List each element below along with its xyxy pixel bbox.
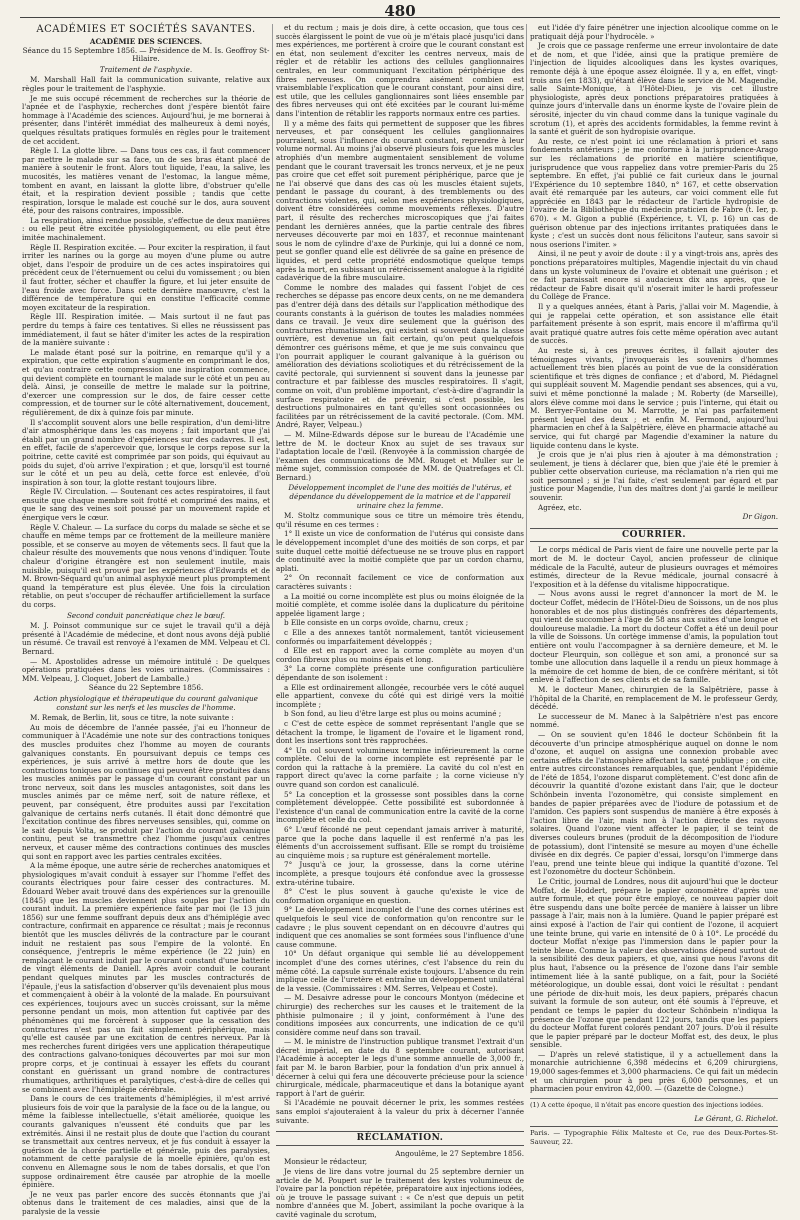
reclamation-paragraphs: [276, 1158, 524, 1219]
paragraph: Il y a quelques années, étant à Paris, j'allai voir M. Magendie, à qui je rappelai cette opération, et son assistance elle était parfaitement présente à son esprit, mais encore il m'affirma qu'il avait pratiqué quatre autres fois cette même opération avec autant de succès.: [530, 302, 778, 346]
paragraph: Comme le nombre des malades qui fassent l'objet de ces recherches se dépasse pas encore deux cents, on ne me demandera pas d'entrer déjà dans des détails sur l'application méthodique des courants constants à la guérison de toutes les maladies nommées dans ce travail. Je veux dire seulement que la guérison des contractures rhumatismales, qui existent si souvent dans la classe ouvrière, est devenue un fait certain, qu'on peut quelquefois démontrer ces guérisons même, et que je me suis convaincu que l'on pourrait appliquer le courant galvanique à la guérison ou amélioration des déviations scoliotiques et du rétrécissement de la cavité pectorale, qui surviennent si souvent dans la jeunesse par contracture et par faiblesse des muscles respiratoires. Il s'agit, comme on voit, d'un problème important, c'est-à-dire d'agrandir la surface respiratoire et de prévenir, si c'est possible, les destructions pulmonaires en tant qu'elles sont occasionnées ou facilitées par un rétrécissement de la cavité pectorale. (Com. MM. André, Rayer, Velpeau.): [276, 282, 524, 430]
gerant-line: Le Gérant, G. Richelot.: [694, 1113, 778, 1123]
paragraph: Je crois que je n'ai plus rien à ajouter à ma démonstration ; seulement, je tiens à déclarer que, bien que j'aie été le premier à publier cette observation curieuse, ma réclamation n'a rien qui me soit personnel ; si je l'ai faite, c'est seulement par égard et par justice pour Magendie, l'un des maîtres dont j'ai gardé le meilleur souvenir.: [530, 450, 778, 503]
paragraph: Je me suis occupé récemment de recherches sur la théorie de l'apnée et de l'asphyxie, recherches dont j'espère bientôt faire hommage à l'Académie des sciences. Aujourd'hui, je me bornerai à présenter, dans l'intérêt immédiat des malheureux à demi noyés, quelques résultats pratiques formulés en règles pour le traitement de cet accident.: [22, 93, 270, 146]
paragraph: Si l'Académie ne pouvait décerner le prix, les sommes restées sans emploi s'ajouteraient à la valeur du prix à décerner l'année suivante.: [276, 1098, 524, 1125]
paragraph: A la même époque, une autre série de recherches anatomiques et physiologiques m'avait conduit à essayer sur l'homme l'effet des courants électriques pour faire cesser des contractures. M. Édouard Weber avait trouvé dans des expériences sur la grenouille (1845) que les muscles deviennent plus souples par l'action du courant induit. La première expérience faite par moi (le 13 juin 1856) sur une femme souffrant depuis deux ans d'hémiplégie avec contracture, confirmait en apparence ce résultat ; mais je reconnus bientôt que les muscles délivrés de la contracture par le courant induit ne restaient pas sous l'empire de la volonté. En conséquence, j'entrepris le même expérience (le 22 juin) en remplaçant le courant induit par le courant constant d'une batterie de vingt éléments de Daniell. Après avoir conduit le courant pendant quelques minutes par les muscles contracturés de l'épaule, j'eus la satisfaction d'observer qu'ils devenaient plus mous et commençaient à obéir à la volonté de la malade. En poursuivant ces expériences, toujours avec un succès croissant, sur la même personne pendant un mois, mon attention fut captivée par des phénomènes qui me forcèrent à supposer que la cessation des contractures n'est pas un fait simplement périphérique, mais qu'elle est causée par une excitation de centres nerveux. Par là mes recherches furent dirigées vers une application thérapeutique des contractions galvano-toniques découvertes par moi sur mon propre corps, et je continuai à essayer les effets du courant constant en guérissant un grand nombre de contractures rhumatiques, arthritiques et paralytiques, c'est-à-dire de celles qui se combinent avec l'hémiplégie cérébrale.: [22, 861, 270, 1094]
signature: Dr Gigon.: [742, 512, 778, 522]
printer-line: Paris. — Typographie Félix Malteste et Ce, rue des Deux-Portes-St-Sauveur, 22.: [530, 1126, 778, 1146]
paragraph: Le malade étant posé sur la poitrine, en remarque qu'il y a expiration, que cette expiration s'augmente en comprimant le dos, et qu'au contraire cette compression une inspiration commence, qui devient complète en tournant le malade sur le côté et un peu au delà. Ainsi, je conseille de mettre le malade sur la poitrine, d'exercer une compression sur le dos, de faire cesser cette compression, et de tourner sur le côté alternativement, doucement, régulièrement, de dix à quinze fois par minute.: [22, 347, 270, 417]
header-rule: [20, 17, 780, 18]
paragraph: 7° Jusqu'à ce jour, la grossesse, dans la corne utérine incomplète, a presque toujours été confondue avec la grossesse extra-utérine tubaire.: [276, 860, 524, 887]
paragraph: Règle V. Chaleur. — La surface du corps du malade se sèche et se chauffe en même temps par ce frottement de la meilleure manière possible, et se conserve au moyen de vêtements secs. Il faut que la chaleur résulte des mouvements que nous venons d'indiquer. Toute chaleur d'origine étrangère est non seulement inutile, mais nuisible, puisqu'il est prouvé par les expériences d'Edwards et de M. Brown-Séquard qu'un animal asphyxié meurt plus promptement quand la température est plus élevée. Une fois la circulation rétablie, on peut s'occuper de réchauffer artificiellement la surface du corps.: [22, 522, 270, 609]
topic-heading-2: Second conduit pancréatique chez le bœuf.: [66, 610, 226, 620]
paragraph: Au reste si, à ces preuves écrites, il fallait ajouter des témoignages vivants, j'invoquerais les souvenirs d'hommes actuellement très bien placés au point de vue de la considération scientifique et très dignes de confiance ; et d'abord, M. Piédagnel qui suppléait souvent M. Magendie pendant ses absences, qui a vu, suivi et même ponctionné la malade ; M. Roberty (de Marseille), alors élève comme moi dans le service ; puis l'interne, qui était ou M. Berryer-Fontaine ou M. Marrotte, je n'ai pas parfaitement présent lequel des deux ; et enfin M. Fermond, aujourd'hui pharmacien en chef à la Salpêtrière, élève en pharmacie attaché au service, qui fut chargé par Magendie d'examiner la nature du liquide contenu dans le kyste.: [530, 345, 778, 450]
col3-paragraphs: [530, 24, 778, 512]
reclamation-title: RÉCLAMATION.: [276, 1131, 524, 1146]
paragraph: 1° Il existe un vice de conformation de l'utérus qui consiste dans le développement incomplet d'une des moitiés de son corps, et par suite duquel cette moitié défectueuse ne se trouve plus en rapport de continuité avec la moitié complète que par un cordon charnu, aplati.: [276, 529, 524, 573]
paragraph: et du rectum ; mais je dois dire, à cette occasion, que tous ces succès élargissent le point de vue où je m'étais placé jusqu'ici dans mes expériences, me portèrent à croire que le courant constant est en état, non seulement d'exciter les centres nerveux, mais de régler et de rétablir les actions des cellules ganglionnaires centrales, en leur communiquant l'excitation périphérique des fibres nerveuses. On comprendra aisément combien est vraisemblable l'explication que le courant constant, pour ainsi dire, est utile, que les cellules ganglionnaires sont liées ensemble par des fibres nerveuses qui ont été excitées par le courant lui-même dans l'intention de rétablir les rapports normaux entre ces parties.: [276, 23, 524, 118]
paragraph: a La moitié ou corne incomplète est plus ou moins éloignée de la moitié complète, et comme isolée dans la duplicature du péritoine appelée ligament large ;: [276, 591, 524, 618]
paragraph: Au reste, ce n'est point ici une réclamation à priori et sans fondements antérieurs ; je me conforme à la jurisprudence-Arago sur les réclamations de priorité en matière scientifique, jurisprudence que vous rappeliez dans votre premier-Paris du 25 septembre. En effet, j'ai publié ce fait curieux dans le journal l'Expérience du 10 septembre 1840, n° 167, et cette observation avait été remarquée par les auteurs, car voici comment elle fut appréciée en 1843 par le rédacteur de l'article hydropisie de l'ovaire de la Bibliothèque du médecin praticien de Fabre (t. Ier, p. 670). « M. Gigon a publié (Expérience, t. VI, p. 16) un cas de guérison obtenue par des injections irritantes pratiquées dans le kyste ; c'est un succès dont nous félicitons l'auteur, sans savoir si nous oserions l'imiter. »: [530, 136, 778, 249]
paragraph: Au mois de décembre de l'année passée, j'ai eu l'honneur de communiquer à l'Académie une note sur des contractions toniques des muscles produites chez l'homme au moyen de courants galvaniques constants. En poursuivant depuis ce temps ces expériences, je suis arrivé à mettre hors de doute que les contractions toniques ou continues qui peuvent être produites dans les muscles animés par le passage d'un courant constant par un tronc nerveux, soit dans les muscles antagonistes, soit dans les muscles animés par ce même nerf, soit de nature réflexe, et peuvent, par conséquent, être produites aussi par l'excitation galvanique de certains nerfs cutanés. Il était donc démontré que l'excitation continue des fibres nerveuses sensibles, qui, comme on le sait depuis Volta, se produit par l'action du courant galvanique continu, peut se transmettre chez l'homme jusqu'aux centres nerveux, et causer même des contractions continues des muscles qui sont en rapport avec les parties centrales excitées.: [22, 722, 270, 861]
academy-subtitle: ACADÉMIE DES SCIENCES.: [89, 37, 203, 46]
paragraph: b Son fond, au lieu d'être large est plus ou moins acuminé ;: [284, 709, 502, 719]
paragraph: 9° Le développement incomplet de l'une des cornes utérines est quelquefois le seul vice de conformation qu'on rencontre sur le cadavre ; le plus souvent cependant on en découvre d'autres qui indiquent que ces anomalies se sont formées sous l'influence d'une cause commune.: [276, 905, 524, 949]
paragraph: 10° Un défaut organique qui semble lié au développement incomplet d'une des cornes utérines, c'est l'absence du rein du même côté. La capsule surrénale existe toujours. L'absence du rein implique celle de l'uretère et entraîne un développement unilatéral de la vessie. (Commissaires : MM. Serres, Velpeau et Coste).: [276, 949, 524, 993]
paragraph: c C'est de cette espèce de sommet représentant l'angle que se détachent la trompe, le ligament de l'ovaire et le ligament rond, dont les insertions sont très rapprochées.: [276, 718, 524, 746]
paragraph: M. le docteur Manec, chirurgien de la Salpêtrière, passe à l'hôpital de la Charité, en remplacement de M. le professeur Gerdy, décédé.: [530, 684, 778, 712]
paragraph: a Elle est ordinairement allongée, recourbée vers le côté auquel elle appartient, convexe du côté qui est dirigé vers la moitié incomplète ;: [276, 682, 524, 709]
paragraph: M. Stoltz communique sous ce titre un mémoire très étendu, qu'il résume en ces termes :: [276, 511, 524, 529]
paragraph: M. Remak, de Berlin, lit, sous ce titre, la note suivante :: [30, 713, 234, 723]
page-number: 480: [384, 2, 416, 20]
courrier-title: COURRIER.: [530, 528, 778, 543]
col2-paragraphs-2: [276, 512, 524, 1125]
topic-heading: Traitement de l'asphyxie.: [99, 64, 193, 74]
column-3: [530, 23, 778, 1147]
paragraph: — D'après un relevé statistique, il y a actuellement dans la monarchie autrichienne 6,398 médecins et 6,209 chirurgiens, 19,000 sages-femmes et 3,000 pharmaciens. Ce qui fait un médecin et un chirurgien pour à peu près 6,000 personnes, et un pharmacien pour environ 42,000. — (Gazette de Cologne.): [530, 1049, 778, 1094]
paragraph: Je ne veux pas parler encore des succès étonnants que j'ai obtenus dans le traitement de ces maladies, ainsi que de la paralysie de la vessie: [22, 1189, 270, 1216]
courrier-paragraphs: [530, 546, 778, 1093]
paragraph: Dans le cours de ces traitements d'hémiplégies, il m'est arrivé plusieurs fois de voir que la paralysie de la face ou de la langue, ou même la faiblesse intellectuelle, s'était améliorée, quoique les courants galvaniques n'eussent été conduits que par les extrémités. Ainsi il ne restait plus de doute que l'action du courant se transmettait aux centres nerveux, et je fus conduit à essayer la guérison de la chorée partielle et générale, puis des paralysies, notamment de cette paralysie de la moelle épinière, qu'on est convenu en Allemagne sous le nom de tabes dorsalis, et que l'on suppose ordinairement être causée par atrophie de la moelle épinière.: [22, 1094, 270, 1190]
paragraph: La respiration, ainsi rendue possible, s'effectue de deux manières : ou elle peut être excitée physiologiquement, ou elle peut être imitée machinalement.: [22, 215, 270, 243]
paragraph: — M. Apostolides adresse un mémoire intitulé : De quelques opérations pratiquées dans les voies urinaires. (Commissaires : MM. Velpeau, J. Cloquet, Jobert de Lamballe.): [22, 656, 270, 683]
session-line: Séance du 15 Septembre 1856. — Présidence de M. Is. Geoffroy St-Hilaire.: [22, 45, 270, 64]
topic-heading-4: Développement incomplet de l'une des moitiés de l'utérus, et dépendance du développement de la matrice et de l'appareil urinaire chez la femme.: [288, 483, 512, 510]
column-1: [22, 24, 270, 1216]
paragraph: — Nous avons aussi le regret d'annoncer la mort de M. le docteur Coffet, médecin de l'Hôtel-Dieu de Soissons, un de nos plus honorables et de nos plus distingués confrères des départements, qui vient de succomber à l'âge de 58 ans aux suites d'une longue et douloureuse maladie. La mort du docteur Coffet a été un deuil pour la ville de Soissons. Un cortège immense d'amis, la population tout entière ont voulu l'accompagner à sa dernière demeure, et M. le docteur Fleurquin, son collègue et son ami, a prononcé sur sa tombe une allocution dans laquelle il a rendu un pieux hommage à la mémoire de cet homme de bien, de ce confrère méritant, si tôt enlevé à l'affection de ses clients et de sa famille.: [530, 589, 778, 685]
paragraph: Le Critic, journal de Londres, nous dit aujourd'hui que le docteur Moffat, de Hoddert, prépare le papier ozonomètre d'après une autre formule, et que pour être employé, ce nouveau papier doit être suspendu dans une boîte percée de manière à laisser un libre passage à l'air, mais non à la lumière. Quand le papier préparé est ainsi exposé à l'action de l'air qui contient de l'ozone, il acquiert une teinte brune, qui varie en intensité de 0 à 10°. Le procédé du docteur Moffat n'exige pas l'immersion dans le papier pour la teinte bleue. Comme la valeur des observations dépend surtout de la sensibilité des deux papiers, et que, ainsi que nous l'avons dit plus haut, l'absence ou la présence de l'ozone dans l'air semble intimement liée à la santé publique, on a fait, pour la Société météorologique, un double essai, dont voici le résultat : pendant une période de dix-huit mois, les deux papiers, préparés chacun suivant la formule de son auteur, ont été soumis à l'épreuve, et pendant ce temps le papier du docteur Schönbein n'indiqua la présence de l'ozone que pendant 122 jours, tandis que les papiers du docteur Moffat furent colorés pendant 207 jours. D'où il résulte que le papier préparé par le docteur Moffat est, des deux, le plus sensible.: [530, 877, 778, 1050]
paragraph: Monsieur le rédacteur,: [284, 1157, 368, 1167]
paragraph: Il y a même des faits qui permettent de supposer que les fibres nerveuses, et par conséquent les cellules ganglionnaires pourraient, sous l'influence du courant constant, reprendre à leur volume normal. Au moins j'ai observé plusieurs fois que les muscles atrophiés d'un membre augmentaient sensiblement de volume pendant que le courant traversait les troncs nerveux, et je ne peux pas croire que cet effet soit purement périphérique, parce que je ne l'ai observé que dans des cas où les muscles étaient sujets, pendant le passage du courant, à des tremblements ou des contractions violentes, qui, selon mes expériences physiologiques, doivent être considérées comme mouvements réflexes. D'autre part, il résulte des recherches microscopiques que j'ai faites pendant les dernières années, que la partie centrale des fibres nerveuses découverte par moi en 1837, et reconnue maintenant sous le nom de cylindre d'axe de Purkinje, qui lui a donné ce nom, peut se gonfler quand elle est délivrée de sa gaîne en présence de liquides, et perd cette propriété endosmotique quelque temps après la mort, en subissant un rétrécissement analogue à la rigidité cadavérique de la fibre musculaire.: [276, 118, 524, 283]
paragraph: — M. Desaivre adresse pour le concours Montyon (médecine et chirurgie) des recherches sur les causes et le traitement de la phthisie pulmonaire ; il y joint, conformément à l'une des conditions imposées aux concurrents, une indication de ce qu'il considère comme neuf dans son travail.: [276, 993, 524, 1037]
paragraph: eut l'idée d'y faire pénétrer une injection alcoolique comme on le pratiquait déjà pour l'hydrocèle. »: [530, 23, 778, 41]
paragraph: 5° La conception et la grossesse sont possibles dans la corne complètement développée. Cette possibilité est subordonnée à l'existence d'un canal de communication entre la cavité de la corne incomplète et celle du col.: [276, 789, 524, 825]
paragraph: Règle IV. Circulation. — Soutenant ces actes respiratoires, il faut ensuite que chaque membre soit frotté et comprimé des mains, et que le sang des veines soit poussé par un mouvement rapide et énergique vers le cœur.: [22, 487, 270, 523]
col1-paragraphs: [22, 76, 270, 609]
session-line-2: Séance du 22 Septembre 1856.: [88, 683, 204, 693]
paragraph: 6° L'œuf fécondé ne peut cependant jamais arriver à maturité, parce que la poche dans laquelle il est renfermé n'a pas les éléments d'un accroissement suffisant. Elle se rompt du troisième au cinquième mois ; sa rupture est généralement mortelle.: [276, 825, 524, 860]
paragraph: 8° C'est le plus souvent à gauche qu'existe le vice de conformation organique en question.: [276, 887, 524, 905]
paragraph: d Elle est en rapport avec la corne complète au moyen d'un cordon fibreux plus ou moins épais et long.: [276, 646, 524, 664]
paragraph: Le successeur de M. Manec à la Salpêtrière n'est pas encore nommé.: [530, 711, 778, 730]
paragraph: Je crois que ce passage renferme une erreur involontaire de date et de nom, et que l'idée, ainsi que la pratique première de l'injection de liquides alcooliques dans les kystes ovariques, remonte déjà à une époque assez éloignée. Il y a, en effet, vingt-trois ans (en 1833), qu'étant élève dans le service de M. Magendie, salle Sainte-Monique, à l'Hôtel-Dieu, je vis cet illustre physiologiste, après deux ponctions préparatoires pratiquées à quinze jours d'intervalle dans un énorme kyste de l'ovaire plein de sérosité, injecter du vin chaud comme dans la tunique vaginale du scrotum (1), et après des accidents formidables, la femme revint à la santé et guérit de son hydropisie ovarique.: [530, 41, 778, 137]
column-divider-left: [272, 24, 273, 1076]
paragraph: Règle III. Respiration imitée. — Mais surtout il ne faut pas perdre du temps à faire ces tentatives. Si elles ne réussissent pas immédiatement, il faut se hâter d'imiter les actes de la respiration de la manière suivante :: [22, 312, 270, 348]
paragraph: c Elle a des annexes tantôt normalement, tantôt vicieusement conformés ou imparfaitement développés ;: [276, 627, 524, 646]
column-2: [276, 23, 524, 1219]
col2-paragraphs: [276, 24, 524, 482]
paragraph: Règle II. Respiration excitée. — Pour exciter la respiration, il faut irriter les narines ou la gorge au moyen d'une plume ou autre objet, dans l'espoir de produire un de ces actes inspiratoires qui précèdent ceux de l'éternuement ou celui du vomissement ; ou bien il faut frotter, sécher et chauffer la figure, et lui jeter ensuite de l'eau froide avec force. Dans cette dernière manœuvre, c'est la différence de température qui en constitue l'efficacité comme moyen excitateur de la respiration.: [22, 242, 270, 312]
paragraph: — M. le ministre de l'instruction publique transmet l'extrait d'un décret impérial, en date du 8 septembre courant, autorisant l'Académie à accepter le legs d'une somme annuelle de 3,000 fr., fait par M. le baron Barbier, pour la fondation d'un prix annuel à décerner à celui qui fera une découverte précieuse pour la science chirurgicale, médicale, pharmaceutique et dans la botanique ayant rapport à l'art de guérir.: [276, 1037, 524, 1098]
paragraph: 2° On reconnaît facilement ce vice de conformation aux caractères suivants :: [276, 573, 524, 591]
paragraph: M. Marshall Hall fait la communication suivante, relative aux règles pour le traitement de l'asphyxie.: [22, 75, 270, 93]
paragraph: Règle I. La glotte libre. — Dans tous ces cas, il faut commencer par mettre le malade sur sa face, un de ses bras étant placé de manière à soutenir le front. Alors tout liquide, l'eau, la salive, les mucosités, les matières venant de l'estomac, la langue même, tombent en avant, en laissant la glotte libre, d'obstruer qu'elle était, et la respiration devient possible ; tandis que cette respiration, lorsque le malade est couché sur le dos, aura souvent été, pour des raisons contraires, impossible.: [22, 146, 270, 216]
reclamation-dateline: Angoulême, le 27 Septembre 1856.: [395, 1148, 524, 1158]
paragraph: Ainsi, il ne peut y avoir de doute : il y a vingt-trois ans, après des ponctions préparatoires multiples, Magendie injectait du vin chaud dans un kyste volumineux de l'ovaire et obtenait une guérison ; et ce fait paraissait encore si audacieux dix ans après, que le rédacteur de Fabre disait qu'il n'oserait imiter le hardi professeur du Collège de France.: [530, 249, 778, 302]
col1-paragraphs-2: [22, 622, 270, 683]
paragraph: Le corps médical de Paris vient de faire une nouvelle perte par la mort de M. le docteur Cayol, ancien professeur de clinique médicale de la Faculté, auteur de plusieurs ouvrages et mémoires estimés, directeur de la Revue médicale, journal consacré à l'exposition et à la défense du vitalisme hippocratique.: [530, 545, 778, 589]
paragraph: M. J. Poinsot communique sur ce sujet le travail qu'il a déjà présenté à l'Académie de médecine, et dont nous avons déjà publié un résumé. Ce travail est renvoyé à l'examen de MM. Velpeau et Cl. Bernard.: [22, 621, 270, 656]
footnote: (1) A cette époque, il n'était pas encore question des injections iodées.: [530, 1098, 778, 1109]
topic-heading-3: Action physiologique et thérapeutique du courant galvanique constant sur les nerfs et les muscles de l'homme.: [34, 693, 258, 712]
paragraph: — On se souvient qu'en 1846 le docteur Schönbein fit la découverte d'un principe atmosphérique auquel on donne le nom d'ozone, et auquel on assigna une connexion probable avec certains effets de l'atmosphère affectant la santé publique ; on cite, entre autres circonstances remarquables, que, pendant l'épidémie de l'été de 1854, l'ozone disparut complètement. C'est donc afin de découvrir la quantité d'ozone existant dans l'air, que le docteur Schönbein inventa l'ozonomètre, qui consiste simplement en bandes de papier préparées avec de l'iodure de potassium et de l'amidon. Ces papiers sont suspendus de manière à être exposés à l'action libre de l'air, mais non à l'action directe des rayons solaires. Quand l'ozone vient affecter le papier, il se teint de diverses couleurs brunes (produit de la décomposition de l'iodure de potassium), dont l'intensité se mesure au moyen d'une échelle divisée en dix degrés. Ce papier d'essai, lorsqu'on l'immerge dans l'eau, prend une teinte bleue qui indique la quantité d'ozone. Tel est l'ozonomètre du docteur Schönbein.: [530, 729, 778, 877]
column-divider-right: [526, 24, 527, 1076]
paragraph: — M. Milne-Edwards dépose sur le bureau de l'Académie une lettre de M. le docteur Knox au sujet de ses travaux sur l'adaptation locale de l'œil. (Renvoyée à la commission chargée de l'examen des communications de MM. Rouget et Muller sur le même sujet, commission composée de MM. de Quatrefages et Cl. Bernard.): [276, 429, 524, 482]
paragraph: Je viens de lire dans votre journal du 25 septembre dernier un article de M. Poupert sur le traitement des kystes volumineux de l'ovaire par la ponction répétée, préparatoire aux injections iodées, où je trouve le passage suivant : « Ce n'est que depuis un petit nombre d'années que M. Jobert, assimilant la poche ovarique à la cavité vaginale du scrotum,: [276, 1167, 524, 1219]
paragraph: 3° La corne complète présente une configuration particulière dépendante de son isolement :: [276, 664, 524, 682]
paragraph: Agréez, etc.: [538, 502, 582, 512]
paragraph: b Elle consiste en un corps ovoïde, charnu, creux ;: [284, 618, 469, 628]
col1-paragraphs-3: [22, 714, 270, 1216]
paragraph: Il s'accomplit souvent alors une belle respiration, d'un demi-litre d'air atmosphérique dans les cas moyens ; fait important que j'ai établi par un grand nombre d'expériences sur des cadavres. Il est, en effet, facile de s'apercevoir que, lorsque le corps repose sur la poitrine, cette cavité est comprimée par son poids, qui équivaut au poids du sujet, d'où arrive l'expiration ; et que, lorsqu'il est tourné sur le côté et un peu au delà, cette force est enlevée, d'où inspiration à son tour, la glotte restant toujours libre.: [22, 417, 270, 487]
paragraph: 4° Un col souvent volumineux termine inférieurement la corne complète. Celui de la corne incomplète est représenté par le cordon qui la rattache à la première. La cavité du col n'est en rapport direct qu'avec la corne parfaite ; la corne vicieuse n'y ouvre quand son cordon est canaliculé.: [276, 745, 524, 790]
section-title: ACADÉMIES ET SOCIÉTÉS SAVANTES.: [36, 24, 256, 35]
